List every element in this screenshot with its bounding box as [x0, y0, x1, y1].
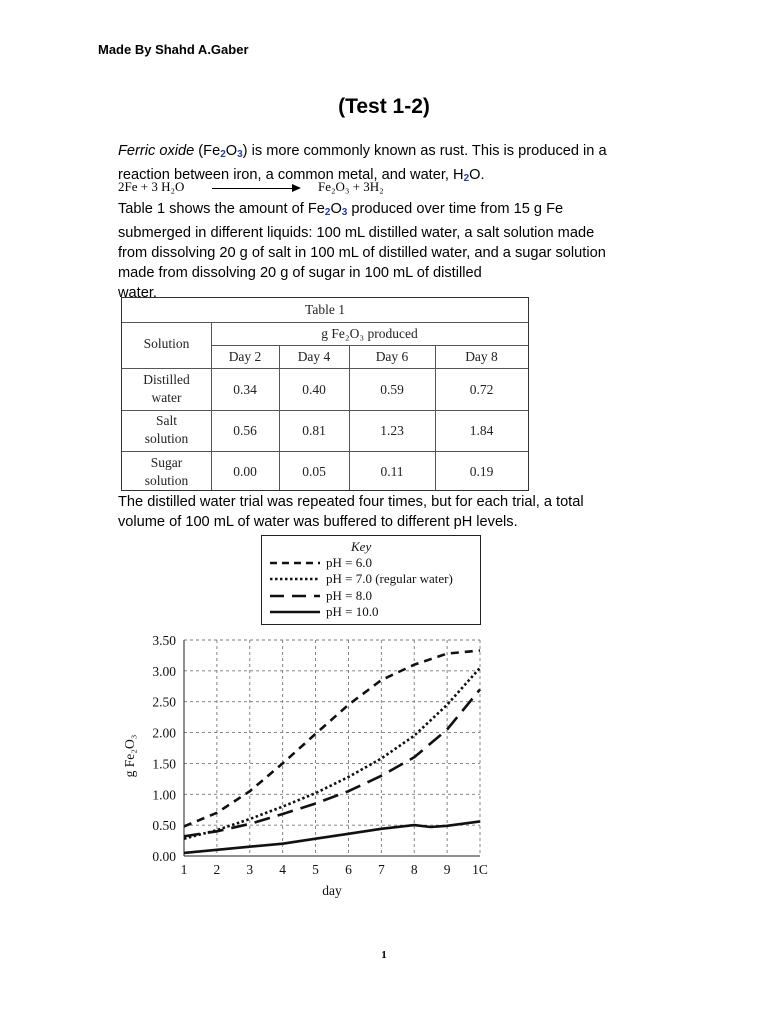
reaction-arrowhead-icon — [292, 184, 301, 192]
row-header-solution: Solution — [143, 336, 190, 351]
table-cell: 0.81 — [302, 423, 326, 438]
row-label: Salt — [155, 413, 177, 428]
legend-entry: pH = 6.0 — [326, 555, 372, 570]
table-cell: 1.84 — [469, 423, 494, 438]
table-cell: 0.59 — [380, 382, 404, 397]
column-header-day: Day 8 — [465, 349, 498, 364]
row-label: Distilled — [143, 372, 190, 387]
x-tick-label: 1 — [180, 862, 188, 877]
chart-legend — [261, 535, 481, 625]
series-line — [184, 689, 480, 836]
column-header-day: Day 6 — [375, 349, 409, 364]
table-cell: 0.56 — [233, 423, 257, 438]
y-tick-label: 1.00 — [152, 787, 176, 803]
table-cell: 0.34 — [233, 382, 257, 397]
y-tick-label: 2.50 — [152, 694, 176, 710]
row-label: water — [151, 390, 182, 405]
table-cell: 0.11 — [380, 464, 404, 479]
y-tick-label: 3.50 — [152, 633, 176, 648]
table-cell: 0.19 — [469, 464, 494, 479]
page-number: 1 — [381, 949, 387, 961]
table-rule — [122, 322, 528, 323]
intro-line-1 — [118, 141, 658, 165]
legend-entry: pH = 7.0 (regular water) — [326, 571, 453, 586]
formula-sub-3: 3 — [237, 149, 243, 160]
table-cell: 0.40 — [302, 382, 326, 397]
y-tick-label: 0.00 — [152, 849, 176, 864]
graph-intro-paragraph — [118, 492, 658, 532]
y-tick-label: 3.00 — [152, 663, 176, 679]
table-intro-paragraph — [118, 199, 658, 303]
table-rule — [122, 410, 528, 411]
table-intro-text-1-end: produced over time from 15 g Fe — [347, 201, 564, 217]
data-table — [121, 297, 529, 491]
table-intro-line-4: made from dissolving 20 g of sugar in 100 mL of distilled — [118, 265, 482, 281]
page-title: (Test 1-2) — [338, 95, 430, 118]
table-formula-sub-2: 2 — [324, 207, 331, 218]
y-tick-label: 2.00 — [152, 725, 176, 741]
intro-text-1: is more commonly known as rust. This is produced in a — [247, 143, 607, 159]
x-tick-label: 3 — [246, 862, 254, 877]
formula-o: O — [225, 143, 238, 159]
intro-text-2: reaction between iron, a common metal, and water, H — [118, 167, 464, 183]
graph-intro-line-1: The distilled water trial was repeated four times, but for each trial, a total — [118, 494, 584, 510]
chemical-equation — [118, 179, 538, 197]
table-cell: 0.72 — [469, 382, 494, 397]
x-tick-label: 4 — [279, 862, 287, 877]
table-cell: 0.05 — [302, 464, 326, 479]
x-axis-label: day — [322, 883, 342, 898]
intro-text-2-end: O. — [469, 167, 485, 183]
table-intro-line-1 — [118, 199, 658, 223]
x-tick-label: 2 — [213, 862, 221, 877]
water-sub-2: 2 — [463, 173, 470, 184]
row-label: solution — [144, 431, 189, 446]
table-formula-o: O — [330, 201, 342, 217]
table-title: Table 1 — [305, 302, 345, 317]
legend-entry: pH = 8.0 — [326, 588, 372, 603]
column-header-day: Day 2 — [228, 349, 262, 364]
line-chart — [110, 628, 500, 908]
table-rule — [211, 345, 528, 346]
formula-sub-2: 2 — [220, 149, 226, 160]
x-tick-label: 7 — [377, 862, 385, 877]
reaction-arrow-icon — [212, 188, 294, 189]
x-tick-label: 6 — [345, 862, 352, 877]
row-label: solution — [144, 473, 189, 488]
table-cell: 0.00 — [233, 464, 257, 479]
table-formula-sub-3: 3 — [341, 207, 348, 218]
equation-products: Fe₂O₃ + 3H₂ — [318, 179, 384, 194]
table-intro-line-5: water. — [118, 285, 157, 301]
row-label: Sugar — [150, 455, 183, 470]
x-tick-label: 1C — [472, 862, 488, 877]
y-tick-label: 0.50 — [152, 818, 176, 834]
table-rule — [122, 451, 528, 452]
series-line — [184, 668, 480, 839]
column-header-day: Day 4 — [297, 349, 331, 364]
table-intro-text-1: Table 1 shows the amount of Fe — [118, 201, 325, 217]
formula-close: ) — [242, 143, 248, 159]
graph-intro-line-2: volume of 100 mL of water was buffered to different pH levels. — [118, 514, 518, 530]
author-line: Made By Shahd A.Gaber — [98, 42, 249, 57]
x-tick-label: 8 — [410, 862, 418, 877]
term-ferric-oxide: Ferric oxide — [118, 143, 195, 159]
table-intro-line-2: submerged in different liquids: 100 mL distilled water, a salt solution made — [118, 225, 595, 241]
table-cell: 1.23 — [380, 423, 404, 438]
y-tick-label: 1.50 — [152, 756, 176, 772]
legend-title: Key — [351, 539, 372, 554]
x-tick-label: 9 — [443, 862, 451, 877]
column-group-header: g Fe₂O₃ produced — [321, 326, 418, 341]
legend-entry: pH = 10.0 — [326, 604, 379, 619]
formula-open: (Fe — [198, 143, 221, 159]
table-intro-line-3: from dissolving 20 g of salt in 100 mL of distilled water, and a sugar solution — [118, 245, 606, 261]
x-tick-label: 5 — [312, 862, 319, 877]
table-rule — [122, 368, 528, 369]
equation-reactants: 2Fe + 3 H₂O — [118, 179, 185, 194]
y-axis-label: g Fe₂O₃ — [122, 734, 137, 778]
